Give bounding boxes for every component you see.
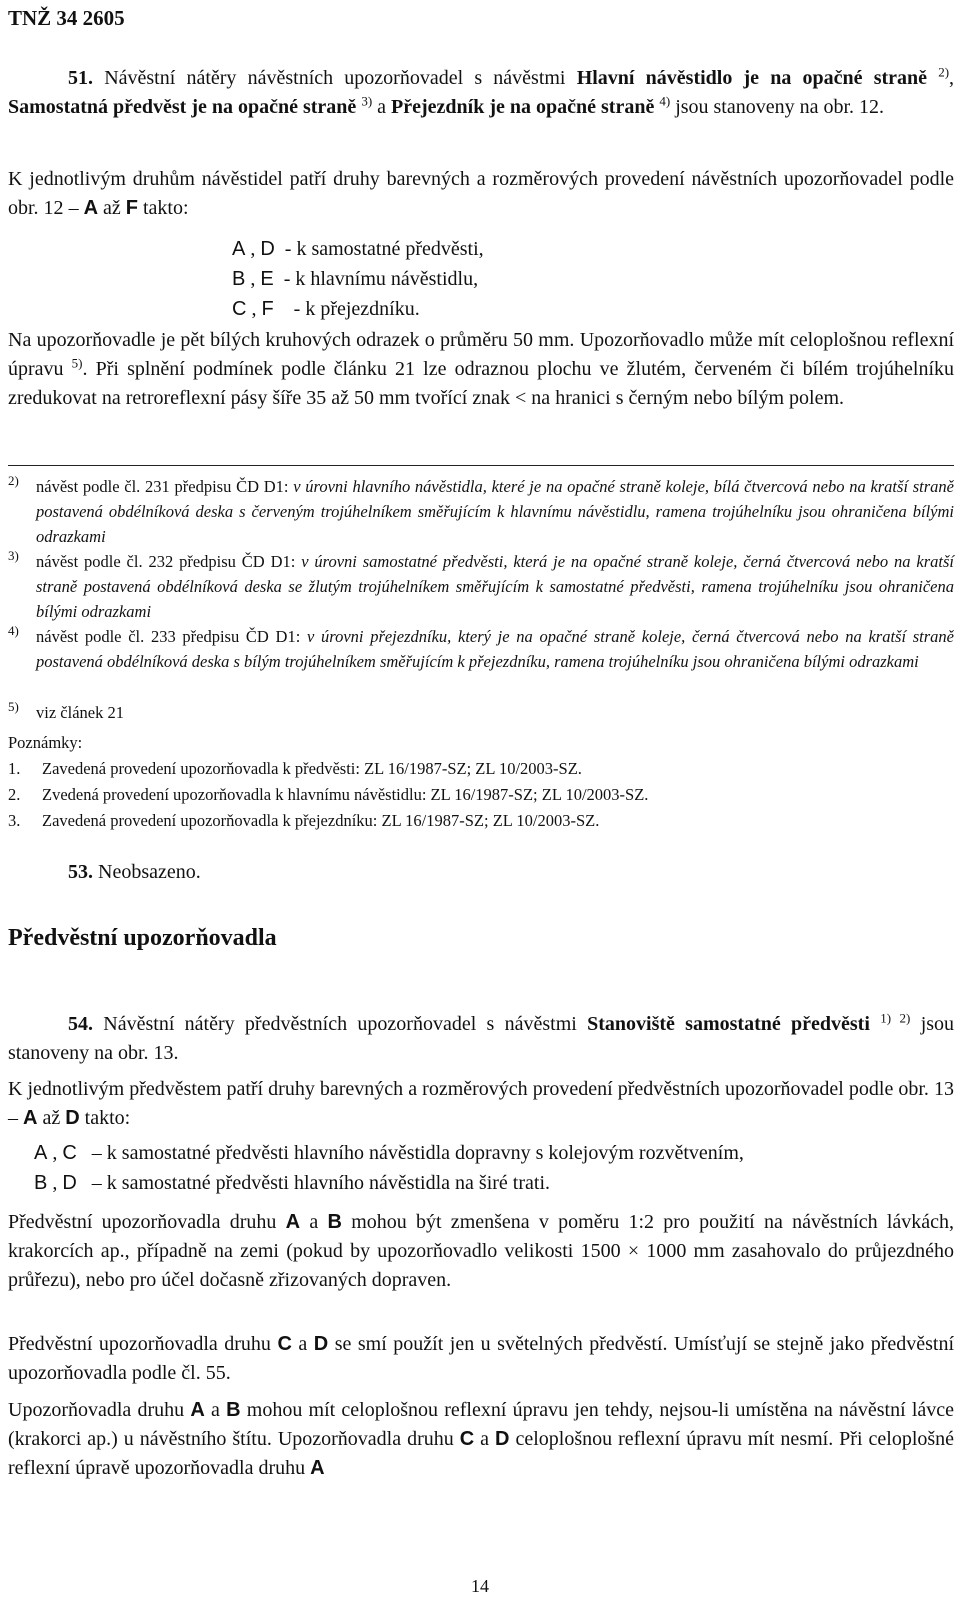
times-sign: × [627,1240,640,1262]
list-item-text: - k samostatné předvěsti, [284,238,484,260]
text: jsou stanoveny na obr. 12. [675,96,885,118]
type-letter: C [459,1428,475,1450]
text: a [480,1428,490,1450]
footnote [8,624,954,674]
note-text: Zvedená provedení upozorňovadla k hlavnímu návěstidlu: ZL 16/1987-SZ; ZL 10/2003-SZ. [42,785,649,804]
type-letter: B [34,1172,48,1194]
footnote-number: 5) [8,699,19,714]
type-letter: A [83,197,99,219]
text: Předvěstní upozorňovadla druhu [8,1211,277,1233]
text: takto: [143,197,189,219]
section-54-light-paragraph [8,1330,954,1388]
text: a [211,1399,220,1421]
list-item: A , D - k samostatné předvěsti, [232,234,484,264]
type-letter: B [327,1211,342,1233]
section-number: 51. [68,67,93,89]
type-letter: B [232,268,246,290]
note-number: 3. [8,811,21,830]
type-letter: A [285,1211,301,1233]
signal-name: Stanoviště samostatné předvěsti [587,1013,870,1035]
text: až [42,1107,61,1129]
text: K jednotlivým předvěstem patří druhy barevných a rozměrových provedení předvěstních upozorňovadel podle obr. 13 [8,1078,954,1100]
footnote-number: 2) [8,473,19,488]
footnote [8,549,954,624]
type-letter: D [65,1107,80,1129]
list-item: A , C – k samostatné předvěsti hlavního návěstidla dopravny s kolejovým rozvětvením, [34,1138,744,1168]
notes-heading: Poznámky: [8,733,83,752]
list-item-text: - k hlavnímu návěstidlu, [283,268,479,290]
section-53-paragraph [8,858,954,887]
list-item-text: – k samostatné předvěsti hlavního návěstidla na širé trati. [91,1172,551,1194]
section-51-reflective-paragraph [8,326,954,413]
type-letter: D [313,1333,329,1355]
note-item [8,782,648,807]
footnote-number: 3) [8,548,19,563]
note-text: Zavedená provedení upozorňovadla k přejezdníku: ZL 16/1987-SZ; ZL 10/2003-SZ. [42,811,600,830]
footnote-divider [8,465,954,466]
section-54-type-list [34,1138,744,1198]
section-54-size-paragraph [8,1208,954,1295]
type-letter: A [34,1142,48,1164]
page-number: 14 [471,1576,489,1596]
footnote-lead: návěst podle čl. 232 předpisu ČD D1: [36,552,296,571]
footnote-lead: návěst podle čl. 231 předpisu ČD D1: [36,477,289,496]
text: K jednotlivým druhům návěstidel patří druhy barevných a rozměrových provedení návěstních upozorňovadel podle obr. 12 [8,168,954,219]
text: . Při splnění podmínek podle článku 21 lze odraznou plochu ve žlutém, červeném či bílém trojúhelníku zredukovat na retroreflexní pásy šíře 35 až 50 mm tvořící znak < na hranici s černým nebo bílým polem. [8,358,955,409]
footnote-text: v úrovni přejezdníku, který je na opačné straně koleje, černá čtvercová nebo na kratší straně postavená obdélníková deska s bílým trojúhelníkem směřujícím k přejezdníku, ramena trojúhelníku jsou ohraničena bílými odrazkami [36,627,954,671]
footnote [8,700,954,725]
footnote-text: v úrovni samostatné předvěsti, která je na opačné straně koleje, černá čtvercová nebo na kratší straně postavená obdélníková deska se žlutým trojúhelníkem směřujícím k samostatné předvěsti, ramena trojúhelníku jsou ohraničena bílými odrazkami [36,552,955,621]
section-51-type-list [232,234,484,324]
section-54-paragraph [8,1010,954,1068]
type-letter: A [310,1457,325,1479]
text: mohou mít celoplošnou reflexní úpravu jen tehdy, nejsou-li umístěna na návěstní lávce (krakorci ap.) u návěstního štítu. Upozorňovadla druhu [8,1399,955,1450]
text: Na upozorňovadle je pět bílých kruhových odrazek o průměru 50 mm. Upozorňovadlo může mít celoplošnou reflexní úpravu [8,329,954,380]
type-letter: C [277,1333,292,1355]
type-letter: A [190,1399,205,1421]
section-51-types-paragraph [8,165,954,223]
text: mohou být zmenšena v poměru 1:2 pro použití na návěstních lávkách, krakorcích ap., případně na zemi (pokud by upozorňovadlo velikosti 1500 [8,1211,955,1262]
type-letter: C [62,1142,77,1164]
note-item [8,756,582,781]
footnote-ref: 2) [938,64,950,80]
text: a [309,1211,319,1233]
note-text: Zavedená provedení upozorňovadla k předvěsti: ZL 16/1987-SZ; ZL 10/2003-SZ. [42,759,582,778]
text: jsou stanoveny na obr. 13. [8,1013,955,1064]
text: 1000 mm zasahovalo do průjezdného průřezu), nebo pro účel dočasně zřizovaných dopraven. [8,1240,954,1291]
text: takto: [84,1107,131,1129]
dash: – [68,197,79,219]
section-number: 54. [68,1013,93,1035]
type-letter: F [125,197,138,219]
list-item: C , F - k přejezdníku. [232,294,484,324]
type-letter: B [226,1399,241,1421]
type-letter: D [495,1428,510,1450]
note-number: 2. [8,785,21,804]
text: a [377,96,387,118]
type-letter: E [260,268,274,290]
type-letter: A [23,1107,38,1129]
footnote-text: v úrovni hlavního návěstidla, které je na opačné straně koleje, bílá čtvercová nebo na kratší straně postavená obdélníková deska s červeným trojúhelníkem směřujícím k hlavnímu návěstidlu, ramena trojúhelníku jsou ohraničena bílými odrazkami [36,477,955,546]
text: Návěstní nátěry návěstních upozorňovadel s návěstmi [104,67,566,89]
list-item-text: - k přejezdníku. [293,298,420,320]
text: a [298,1333,308,1355]
note-number: 1. [8,759,21,778]
signal-name: Samostatná předvěst je na opačné straně [8,96,357,118]
section-54-reflective-paragraph [8,1396,954,1483]
signal-name: Přejezdník je na opačné straně [391,96,655,118]
text: Návěstní nátěry předvěstních upozorňovadel s návěstmi [103,1013,577,1035]
text: se smí použít jen u světelných předvěstí. Umísťují se stejně jako předvěstní upozorňovadla podle čl. 55. [8,1333,955,1384]
type-letter: F [261,298,274,320]
text: celoplošnou reflexní úpravu mít nesmí. Při celoplošné reflexní úpravě upozorňovadla druhu [8,1428,955,1479]
footnote-ref: 1) 2) [880,1010,911,1026]
footnote-ref: 4) [659,93,671,109]
note-item [8,808,599,833]
footnote-ref: 3) [361,93,373,109]
type-letter: A [232,238,246,260]
type-letter: D [260,238,275,260]
list-item: B , D – k samostatné předvěsti hlavního návěstidla na širé trati. [34,1168,744,1198]
text: Předvěstní upozorňovadla druhu [8,1333,271,1355]
type-letter: C [232,298,247,320]
document-id-header: TNŽ 34 2605 [8,6,125,30]
list-item: B , E - k hlavnímu návěstidlu, [232,264,484,294]
text: až [103,197,121,219]
footnote [8,474,954,549]
text: Neobsazeno. [98,861,201,883]
dash: – [8,1107,18,1129]
section-51-paragraph [8,64,954,122]
text: , [949,67,955,89]
footnote-number: 4) [8,623,19,638]
section-heading: Předvěstní upozorňovadla [8,925,277,951]
type-letter: D [62,1172,77,1194]
footnote-lead: návěst podle čl. 233 předpisu ČD D1: [36,627,301,646]
section-number: 53. [68,861,93,883]
footnote-lead: viz článek 21 [36,703,124,722]
footnote-ref: 5) [71,355,83,371]
section-54-types-paragraph [8,1075,954,1133]
text: Upozorňovadla druhu [8,1399,185,1421]
list-item-text: – k samostatné předvěsti hlavního návěstidla dopravny s kolejovým rozvětvením, [91,1142,744,1164]
signal-name: Hlavní návěstidlo je na opačné straně [576,67,928,89]
